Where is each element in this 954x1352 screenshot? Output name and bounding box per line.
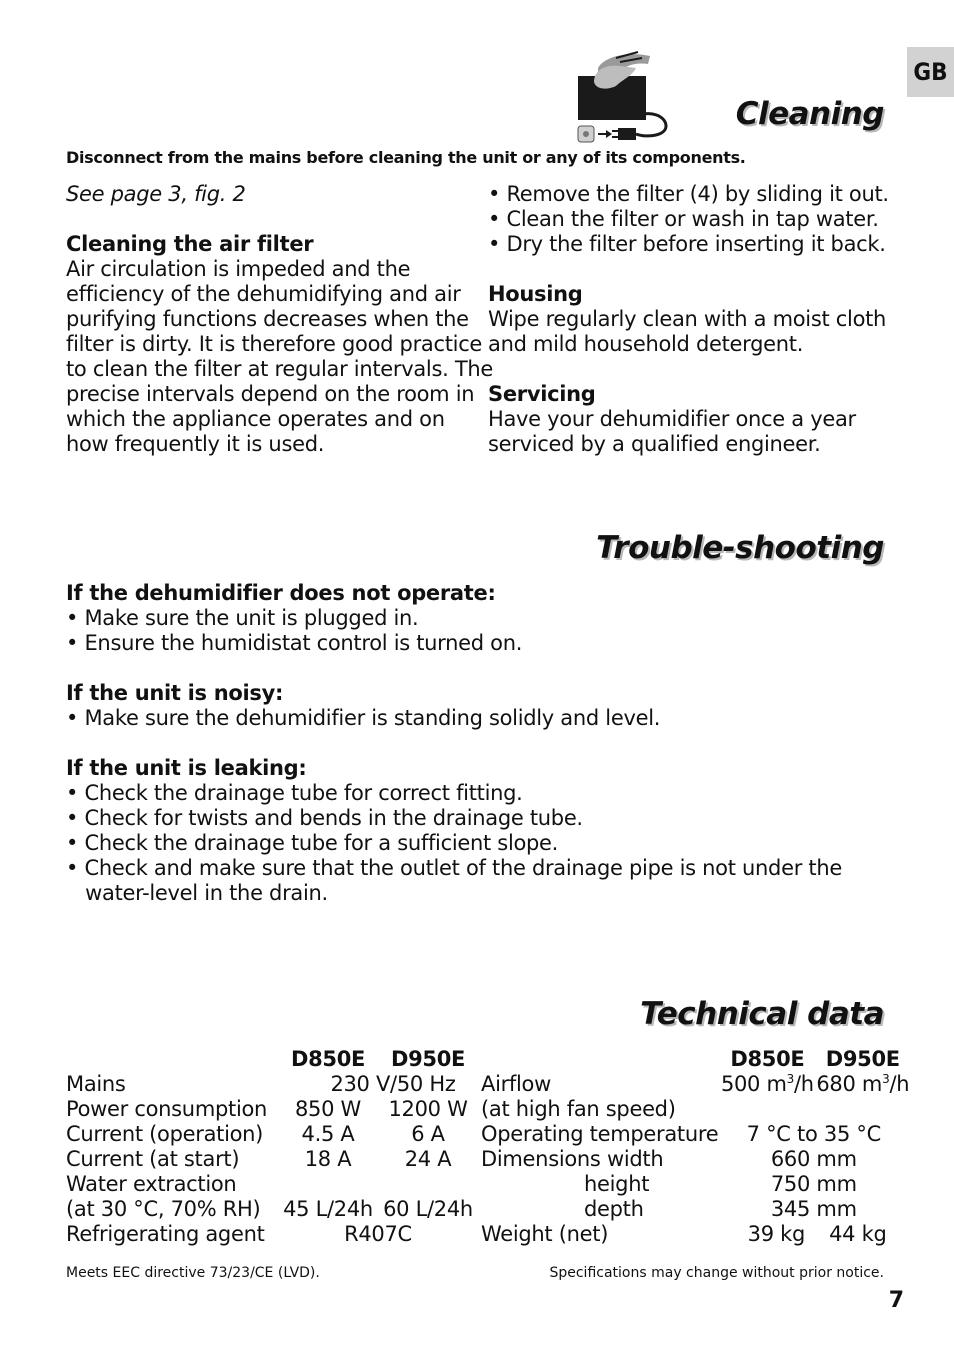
filter-step: • Remove the filter (4) by sliding it out. [488,182,889,206]
directive-note: Meets EEC directive 73/23/CE (LVD). [66,1265,320,1281]
unplug-before-cleaning-icon [576,46,676,144]
disconnect-warning: Disconnect from the mains before cleaning the unit or any of its components. [66,148,746,167]
spec-value: 60 L/24h [383,1196,473,1221]
air-filter-text: efficiency of the dehumidifying and air [66,282,461,306]
trouble-item: • Make sure the unit is plugged in. [66,606,419,630]
air-filter-text: filter is dirty. It is therefore good practice [66,332,483,356]
language-tab: GB [907,47,954,97]
air-filter-heading: Cleaning the air filter [66,232,314,256]
spec-value: 45 L/24h [283,1196,373,1221]
model-header: D950E [390,1046,466,1071]
tech-table-right [481,1046,909,1246]
trouble-shooting-title: Trouble-shooting [596,530,884,566]
air-filter-text: purifying functions decreases when the [66,307,469,331]
height-value: 750 mm [770,1171,857,1196]
operating-temperature-value: 7 °C to 35 °C [746,1121,881,1146]
depth-label: depth [584,1196,644,1221]
trouble-item: • Check the drainage tube for correct fitting. [66,781,523,805]
spec-label: (at 30 °C, 70% RH) [66,1196,261,1221]
cleaning-title: Cleaning [735,96,884,132]
airflow-note: (at high fan speed) [481,1096,676,1121]
weight-label: Weight (net) [481,1221,609,1246]
spec-value: 850 W [294,1096,362,1121]
air-filter-text: which the appliance operates and on [66,407,445,431]
trouble-item: • Check and make sure that the outlet of the drainage pipe is not under the [66,856,842,880]
model-header: D950E [825,1046,900,1071]
specifications-notice: Specifications may change without prior notice. [549,1265,884,1281]
spec-label: Current (at start) [66,1146,240,1171]
spec-label: Water extraction [66,1171,237,1196]
depth-value: 345 mm [770,1196,857,1221]
spec-value: 18 A [304,1146,352,1171]
filter-step: • Clean the filter or wash in tap water. [488,207,879,231]
cleaning-left-column [66,182,494,457]
trouble-item: • Ensure the humidistat control is turned on. [66,631,523,655]
spec-value: 1200 W [388,1096,468,1121]
spec-label: Refrigerating agent [66,1221,265,1246]
housing-text: Wipe regularly clean with a moist cloth [488,307,887,331]
spec-label: Mains [66,1071,126,1096]
servicing-text: Have your dehumidifier once a year [488,407,856,431]
filter-step: • Dry the filter before inserting it back. [488,232,886,256]
air-filter-text: to clean the filter at regular intervals. The [66,357,494,381]
air-filter-text: how frequently it is used. [66,432,325,456]
trouble-item: water-level in the drain. [66,881,328,905]
weight-value: 44 kg [829,1221,887,1246]
trouble-item: • Make sure the dehumidifier is standing solidly and level. [66,706,661,730]
weight-value: 39 kg [747,1221,806,1246]
trouble-heading: If the dehumidifier does not operate: [66,581,496,605]
technical-data-title: Technical data [640,996,884,1032]
see-page-reference: See page 3, fig. 2 [66,182,246,206]
spec-value: 230 V/50 Hz [330,1071,456,1096]
housing-text: and mild household detergent. [488,332,804,356]
model-header: D850E [290,1046,366,1071]
airflow-label: Airflow [481,1071,551,1096]
height-label: height [584,1171,650,1196]
page-number: 7 [888,1288,904,1313]
trouble-item: • Check the drainage tube for a sufficient slope. [66,831,559,855]
spec-value: 6 A [411,1121,445,1146]
cleaning-right-column [488,182,888,457]
housing-heading: Housing [488,282,583,306]
spec-label: Power consumption [66,1096,268,1121]
servicing-heading: Servicing [488,382,596,406]
airflow-value: 500 $m^3/h$ [720,1071,814,1096]
model-header: D850E [730,1046,805,1071]
airflow-value: 680 $m^3/h$ [816,1071,910,1096]
tech-table-left [66,1046,478,1246]
spec-value: 24 A [404,1146,452,1171]
operating-temperature-label: Operating temperature [481,1121,719,1146]
spec-value: R407C [344,1221,412,1246]
spec-label: Current (operation) [66,1121,264,1146]
spec-value: 4.5 A [301,1121,355,1146]
air-filter-text: Air circulation is impeded and the [66,257,411,281]
air-filter-text: precise intervals depend on the room in [66,382,475,406]
servicing-text: serviced by a qualified engineer. [488,432,821,456]
trouble-shooting-list [66,581,896,906]
width-value: 660 mm [770,1146,857,1171]
trouble-heading: If the unit is leaking: [66,756,307,780]
trouble-heading: If the unit is noisy: [66,681,284,705]
dimensions-label: Dimensions width [481,1146,664,1171]
trouble-item: • Check for twists and bends in the drainage tube. [66,806,583,830]
